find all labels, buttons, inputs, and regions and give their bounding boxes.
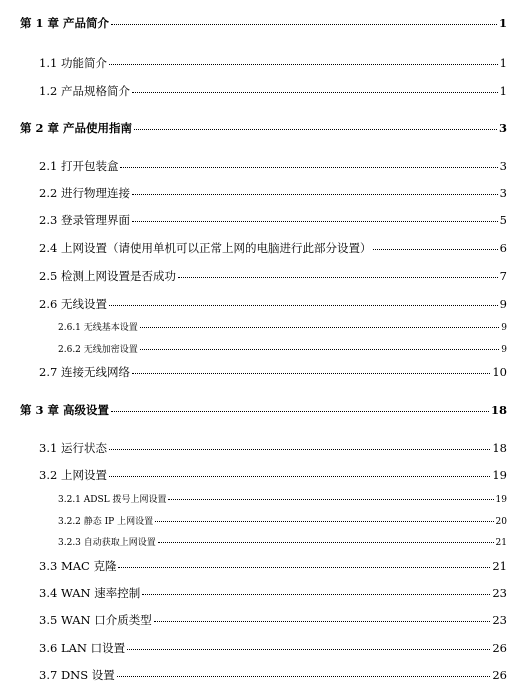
toc-entry-title: 2.6.2 无线加密设置 [58, 345, 138, 355]
toc-page-number: 1 [499, 84, 507, 98]
toc-entry-title: 3.3 MAC 克隆 [39, 559, 117, 573]
toc-section-entry [39, 240, 507, 256]
toc-entry-title: 2.1 打开包装盒 [39, 159, 119, 173]
toc-entry-title: 2.7 连接无线网络 [39, 365, 130, 379]
dot-leader [111, 411, 489, 412]
toc-page-number: 18 [492, 441, 507, 455]
toc-page-number: 3 [498, 121, 507, 135]
toc-entry-title: 2.6.1 无线基本设置 [58, 323, 138, 333]
toc-page-number: 18 [490, 403, 507, 417]
toc-entry-title: 3.2.2 静态 IP 上网设置 [58, 517, 154, 527]
toc-page-number: 19 [492, 468, 507, 482]
toc-chapter-entry [20, 402, 507, 418]
toc-section-entry [39, 640, 507, 656]
dot-leader [109, 64, 498, 65]
toc-section-entry [39, 440, 507, 456]
toc-page-number: 23 [492, 613, 507, 627]
toc-section-entry [39, 296, 507, 312]
toc-entry-title: 3.7 DNS 设置 [39, 668, 115, 682]
dot-leader [132, 92, 498, 93]
toc-section-entry [39, 364, 507, 380]
dot-leader [132, 221, 498, 222]
dot-leader [178, 277, 498, 278]
toc-entry-title: 3.5 WAN 口介质类型 [39, 613, 152, 627]
toc-page-number: 5 [499, 213, 507, 227]
toc-subsection-entry [58, 535, 507, 548]
toc-page-number: 23 [492, 586, 507, 600]
toc-page-number: 9 [501, 345, 507, 355]
toc-page-number: 21 [495, 538, 507, 548]
toc-subsection-entry [58, 492, 507, 505]
toc-section-entry [39, 558, 507, 574]
dot-leader [168, 499, 493, 500]
toc-page-number: 1 [499, 56, 507, 70]
toc-entry-title: 3.2.1 ADSL 拨号上网设置 [58, 495, 167, 505]
toc-entry-title: 第 1 章 产品简介 [20, 16, 110, 30]
toc-page-number: 26 [492, 641, 507, 655]
toc-section-entry [39, 83, 507, 99]
dot-leader [109, 449, 490, 450]
toc-page-number: 20 [495, 517, 507, 527]
toc-section-entry [39, 612, 507, 628]
toc-entry-title: 第 2 章 产品使用指南 [20, 121, 133, 135]
dot-leader [373, 249, 497, 250]
toc-entry-title: 2.3 登录管理界面 [39, 213, 130, 227]
toc-page-number: 26 [492, 668, 507, 682]
toc-page-number: 6 [499, 241, 507, 255]
dot-leader [154, 621, 491, 622]
toc-page-number: 9 [499, 297, 507, 311]
toc-section-entry [39, 268, 507, 284]
dot-leader [132, 373, 490, 374]
toc-page-number: 19 [495, 495, 507, 505]
dot-leader [109, 305, 498, 306]
dot-leader [140, 327, 500, 328]
dot-leader [109, 476, 490, 477]
dot-leader [155, 521, 493, 522]
toc-chapter-entry [20, 15, 507, 31]
toc-entry-title: 3.2.3 自动获取上网设置 [58, 538, 156, 548]
toc-chapter-entry [20, 120, 507, 136]
toc-entry-title: 第 3 章 高级设置 [20, 403, 110, 417]
dot-leader [118, 567, 490, 568]
toc-page-number: 21 [492, 559, 507, 573]
toc-entry-title: 2.2 进行物理连接 [39, 186, 130, 200]
toc-entry-title: 2.4 上网设置（请使用单机可以正常上网的电脑进行此部分设置） [39, 241, 372, 255]
toc-page-number: 7 [499, 269, 507, 283]
dot-leader [142, 594, 490, 595]
toc-entry-title: 1.1 功能简介 [39, 56, 107, 70]
toc-section-entry [39, 185, 507, 201]
dot-leader [111, 24, 497, 25]
toc-section-entry [39, 158, 507, 174]
dot-leader [140, 349, 500, 350]
toc-entry-title: 3.6 LAN 口设置 [39, 641, 126, 655]
toc-page-number: 3 [499, 186, 507, 200]
toc-page-number: 1 [498, 16, 507, 30]
dot-leader [117, 676, 491, 677]
dot-leader [120, 167, 497, 168]
toc-page-number: 3 [499, 159, 507, 173]
dot-leader [127, 649, 490, 650]
toc-entry-title: 3.2 上网设置 [39, 468, 107, 482]
toc-subsection-entry [58, 320, 507, 333]
toc-section-entry [39, 585, 507, 601]
toc-subsection-entry [58, 514, 507, 527]
toc-entry-title: 3.4 WAN 速率控制 [39, 586, 141, 600]
dot-leader [158, 542, 494, 543]
toc-page-number: 10 [492, 365, 507, 379]
toc-section-entry [39, 467, 507, 483]
toc-entry-title: 1.2 产品规格简介 [39, 84, 130, 98]
dot-leader [132, 194, 498, 195]
toc-entry-title: 3.1 运行状态 [39, 441, 107, 455]
toc-entry-title: 2.5 检测上网设置是否成功 [39, 269, 176, 283]
dot-leader [134, 129, 497, 130]
toc-section-entry [39, 667, 507, 683]
toc-subsection-entry [58, 342, 507, 355]
toc-section-entry [39, 212, 507, 228]
toc-page-number: 9 [501, 323, 507, 333]
toc-section-entry [39, 55, 507, 71]
toc-entry-title: 2.6 无线设置 [39, 297, 107, 311]
